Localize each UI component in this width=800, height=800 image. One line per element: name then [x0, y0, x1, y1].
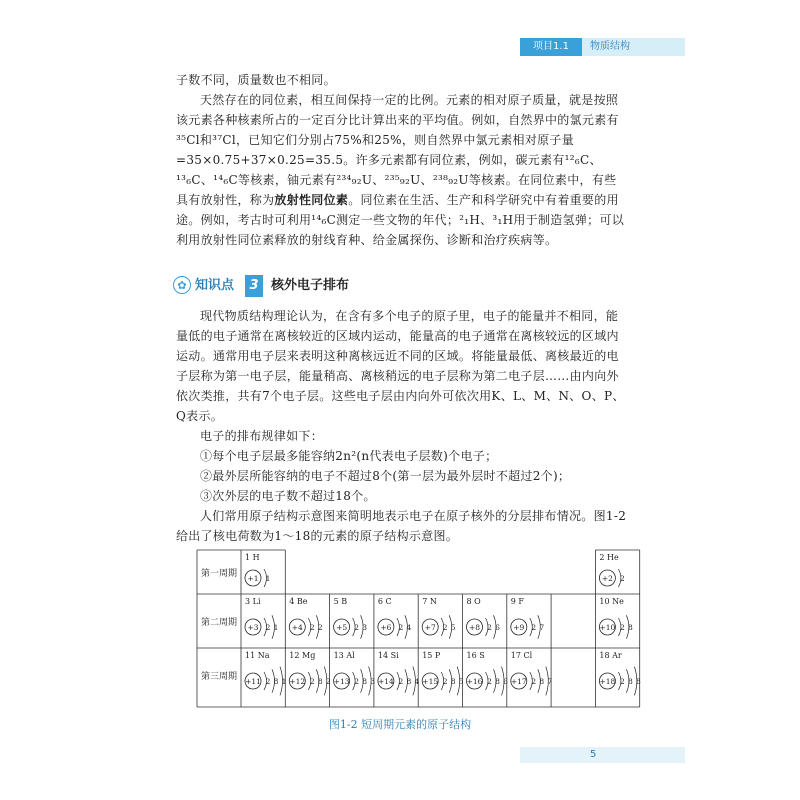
shell-electron-count: 2 — [442, 623, 448, 632]
knowledge-icon: ✿ — [173, 276, 191, 294]
nucleus-charge: +6 — [380, 623, 392, 632]
element-label: 15 P — [422, 651, 441, 660]
element-label: 1 H — [245, 553, 260, 562]
shell-electron-count: 5 — [458, 677, 464, 686]
shell-electron-count: 7 — [539, 623, 545, 632]
element-label: 10 Ne — [599, 597, 624, 606]
nucleus-charge: +10 — [599, 623, 616, 632]
nucleus-charge: +5 — [336, 623, 348, 632]
shell-electron-count: 2 — [325, 677, 331, 686]
shell-electron-count: 8 — [450, 677, 456, 686]
shell-electron-count: 1 — [281, 677, 287, 686]
element-label: 18 Ar — [599, 651, 622, 660]
shell-electron-count: 4 — [406, 623, 412, 632]
page-number: 5 — [590, 749, 597, 760]
element-label: 11 Na — [245, 651, 270, 660]
element-label: 14 Si — [377, 651, 399, 660]
nucleus-charge: +13 — [333, 677, 350, 686]
body-paragraph-1: 现代物质结构理论认为，在含有多个电子的原子里，电子的能量并不相同，能量低的电子通常在离核较近的区域内运动，能量高的电子通常在离核较远的区域内运动。通常用电子层来表明这种离核远近不同的区域。将能量最低、离核最近的电子层称为第一电子层，能量稍高、离核稍远的电子层称为第二电子层……由内向外依次类推，共有7个电子层。这些电子层由内向外可依次用K、L、M、N、O、P、Q表示。 — [176, 309, 625, 423]
radioactive-isotope-term: 放射性同位素 — [274, 193, 349, 207]
rule-1: ①每个电子层最多能容纳2n²(n代表电子层数)个电子； — [200, 449, 498, 463]
intro-p2-text: 天然存在的同位素，相互间保持一定的比例。元素的相对原子质量，就是按照该元素各种核素所占的一定百分比计算出来的平均值。例如，自然界中的氯元素有³⁵Cl和³⁷Cl，已知它们分别占75%和25%，则自然界中氯元素相对原子量=35×0.75+37×0.25=35.5。许多元素都有同位素，例如，碳元素有¹²₆C、¹³₆C、¹⁴₆C等核素，铀元素有²³⁴₉₂U、²³⁵₉₂U、²³⁸₉₂U等核素。在同位素中，有些具有放射性，称为 — [176, 93, 619, 207]
section-title: 核外电子排布 — [271, 278, 350, 293]
shell-electron-count: 8 — [495, 677, 500, 686]
shell-electron-count: 2 — [531, 677, 537, 686]
shell-electron-count: 2 — [265, 623, 271, 632]
shell-electron-count: 2 — [317, 623, 323, 632]
shell-electron-count: 8 — [317, 677, 323, 686]
nucleus-charge: +16 — [466, 677, 483, 686]
element-label: 9 F — [510, 597, 524, 606]
shell-electron-count: 2 — [531, 623, 537, 632]
shell-electron-count: 2 — [398, 677, 404, 686]
chapter-tag: 项目1.1 — [520, 38, 582, 56]
nucleus-charge: +11 — [245, 677, 261, 686]
footer-band — [520, 747, 685, 763]
figure-caption: 图1-2 短周期元素的原子结构 — [328, 718, 472, 731]
nucleus-charge: +9 — [513, 623, 525, 632]
rule-3: ③次外层的电子数不超过18个。 — [200, 489, 376, 503]
element-label: 17 Cl — [510, 651, 533, 660]
shell-electron-count: 8 — [628, 623, 633, 632]
shell-electron-count: 8 — [628, 677, 633, 686]
nucleus-charge: +12 — [289, 677, 306, 686]
shell-electron-count: 2 — [354, 623, 359, 632]
element-label: 7 N — [422, 597, 437, 606]
shell-electron-count: 2 — [487, 677, 492, 686]
nucleus-charge: +18 — [599, 677, 616, 686]
shell-electron-count: 2 — [442, 677, 448, 686]
shell-electron-count: 5 — [450, 623, 456, 632]
element-label: 12 Mg — [289, 651, 316, 660]
shell-electron-count: 2 — [354, 677, 359, 686]
body-paragraph-2: 人们常用原子结构示意图来简明地表示电子在原子核外的分层排布情况。图1-2给出了核电荷数为1～18的元素的原子结构示意图。 — [176, 509, 627, 543]
element-label: 5 B — [333, 597, 348, 606]
period-label: 第三周期 — [200, 672, 238, 682]
nucleus-charge: +7 — [424, 623, 436, 632]
shell-electron-count: 2 — [309, 677, 315, 686]
nucleus-charge: +8 — [468, 623, 481, 632]
nucleus-charge: +1 — [247, 574, 259, 583]
shell-electron-count: 2 — [620, 574, 625, 583]
section-number: 3 — [245, 275, 263, 297]
shell-electron-count: 8 — [273, 677, 279, 686]
rules-title: 电子的排布规律如下： — [200, 429, 324, 443]
nucleus-charge: +2 — [601, 574, 613, 583]
shell-electron-count: 8 — [636, 677, 641, 686]
shell-electron-count: 2 — [620, 677, 625, 686]
shell-electron-count: 7 — [547, 677, 553, 686]
shell-electron-count: 8 — [406, 677, 412, 686]
shell-electron-count: 3 — [370, 677, 375, 686]
shell-electron-count: 2 — [487, 623, 492, 632]
nucleus-charge: +14 — [377, 677, 394, 686]
section-label: 知识点 — [195, 278, 235, 293]
element-label: 16 S — [466, 651, 485, 660]
shell-electron-count: 1 — [265, 574, 271, 583]
shell-electron-count: 2 — [265, 677, 271, 686]
shell-electron-count: 8 — [362, 677, 367, 686]
shell-electron-count: 2 — [620, 623, 625, 632]
shell-electron-count: 6 — [503, 677, 508, 686]
shell-electron-count: 3 — [362, 623, 367, 632]
shell-electron-count: 8 — [539, 677, 545, 686]
rule-2: ②最外层所能容纳的电子不超过8个(第一层为最外层时不超过2个)； — [200, 469, 571, 483]
element-label: 2 He — [599, 553, 619, 562]
chapter-title: 物质结构 — [590, 41, 630, 52]
element-label: 13 Al — [333, 651, 355, 660]
element-label: 3 Li — [245, 597, 261, 606]
shell-electron-count: 2 — [309, 623, 315, 632]
nucleus-charge: +17 — [510, 677, 527, 686]
nucleus-charge: +4 — [291, 623, 303, 632]
shell-electron-count: 2 — [398, 623, 404, 632]
period-label: 第二周期 — [200, 618, 238, 628]
element-label: 6 C — [377, 597, 392, 606]
element-label: 4 Be — [289, 597, 308, 606]
shell-electron-count: 4 — [414, 677, 420, 686]
nucleus-charge: +15 — [422, 677, 439, 686]
intro-paragraph-1: 子数不同，质量数也不相同。 — [176, 73, 336, 87]
intro-p2-rest: 。同位素在生活、生产和科学研究中有着重要的用途。例如，考古时可利用¹⁴₆C测定一些文物的年代；²₁H、³₁H用于制造氢弹；可以利用放射性同位素释放的射线育种、给金属探伤、诊断和治疗疾病等。 — [176, 193, 625, 247]
element-label: 8 O — [466, 597, 481, 606]
shell-electron-count: 1 — [273, 623, 279, 632]
period-label: 第一周期 — [200, 569, 238, 579]
nucleus-charge: +3 — [247, 623, 259, 632]
shell-electron-count: 6 — [495, 623, 500, 632]
